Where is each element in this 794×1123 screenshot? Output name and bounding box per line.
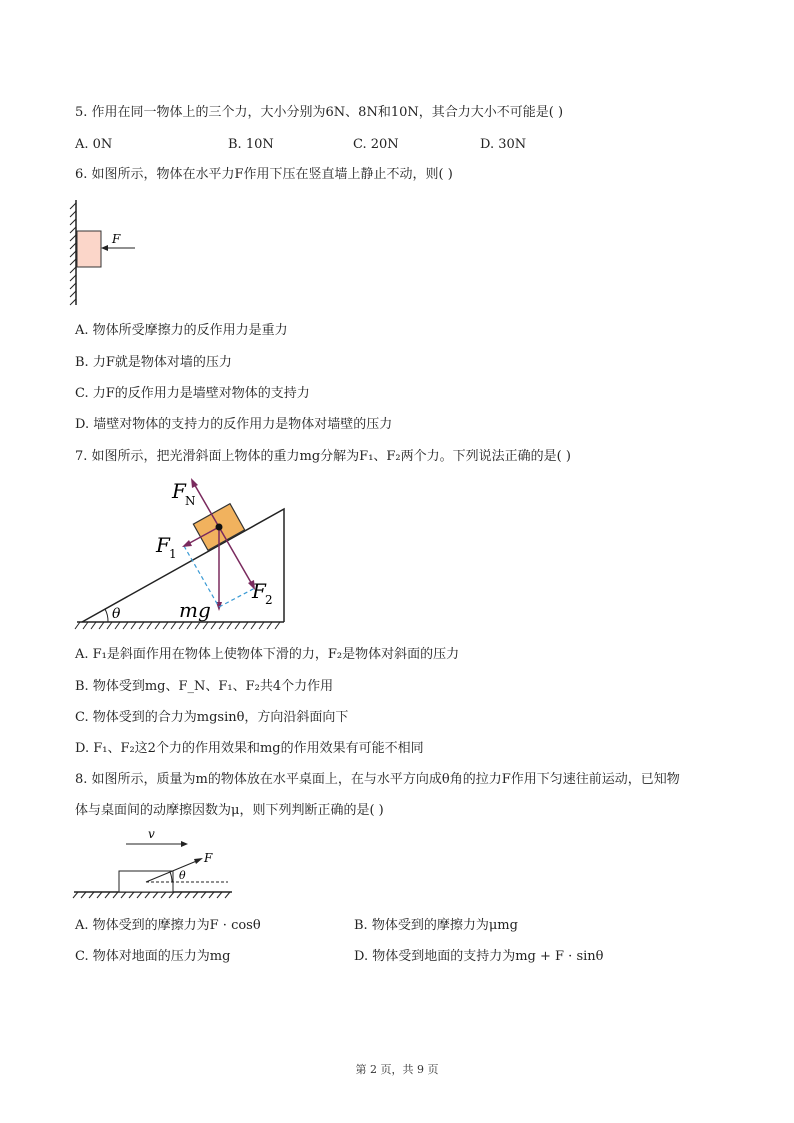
q7-f1-sub: 1 [169, 547, 177, 561]
q6-option-a: A. 物体所受摩擦力的反作用力是重力 [75, 323, 288, 338]
q7-fn-label: F [172, 479, 186, 503]
q8-theta-label: θ [179, 869, 186, 882]
q8-stem-line2: 体与桌面间的动摩擦因数为μ，则下列判断正确的是( ) [75, 803, 384, 818]
q6-option-c: C. 力F的反作用力是墙壁对物体的支持力 [75, 386, 310, 401]
q8-option-a: A. 物体受到的摩擦力为F · cosθ [75, 918, 261, 933]
q8-v-label: v [148, 827, 155, 841]
q5-stem: 5. 作用在同一物体上的三个力，大小分别为6N、8N和10N，其合力大小不可能是( ) [75, 105, 564, 120]
q8-stem-line1: 8. 如图所示，质量为m的物体放在水平桌面上，在与水平方向成θ角的拉力F作用下匀速往前运动，已知物 [75, 772, 680, 787]
q7-option-a: A. F₁是斜面作用在物体上使物体下滑的力，F₂是物体对斜面的压力 [75, 647, 460, 662]
q7-fn-sub: N [185, 494, 196, 508]
page-footer: 第 2 页，共 9 页 [355, 1063, 439, 1076]
q8-figure-pull [72, 826, 242, 906]
q6-stem: 6. 如图所示，物体在水平力F作用下压在竖直墙上静止不动，则( ) [75, 167, 453, 182]
q7-figure-incline [72, 472, 292, 632]
q5-option-b: B. 10N [228, 137, 274, 152]
q7-mg-label: mg [179, 598, 211, 622]
q7-option-d: D. F₁、F₂这2个力的作用效果和mg的作用效果有可能不相同 [75, 741, 424, 756]
q7-f2-label: F [252, 579, 266, 603]
q6-option-b: B. 力F就是物体对墙的压力 [75, 355, 232, 370]
q8-option-d: D. 物体受到地面的支持力为mg + F · sinθ [354, 949, 604, 964]
q5-option-a: A. 0N [75, 137, 113, 152]
q7-f2-sub: 2 [265, 593, 273, 607]
q8-option-b: B. 物体受到的摩擦力为μmg [354, 918, 518, 933]
q8-force-label: F [204, 851, 213, 865]
q7-option-b: B. 物体受到mg、F_N、F₁、F₂共4个力作用 [75, 679, 334, 694]
q8-option-c: C. 物体对地面的压力为mg [75, 949, 231, 964]
q6-option-d: D. 墙壁对物体的支持力的反作用力是物体对墙壁的压力 [75, 417, 393, 432]
q5-option-c: C. 20N [353, 137, 399, 152]
q7-stem: 7. 如图所示，把光滑斜面上物体的重力mg分解为F₁、F₂两个力。下列说法正确的是( ) [75, 449, 571, 464]
q7-f1-label: F [156, 533, 170, 557]
q6-figure-wall-block [60, 195, 160, 310]
q7-option-c: C. 物体受到的合力为mgsinθ，方向沿斜面向下 [75, 710, 349, 725]
q5-option-d: D. 30N [480, 137, 527, 152]
q7-theta-label: θ [112, 606, 121, 622]
q6-force-label: F [112, 232, 121, 246]
